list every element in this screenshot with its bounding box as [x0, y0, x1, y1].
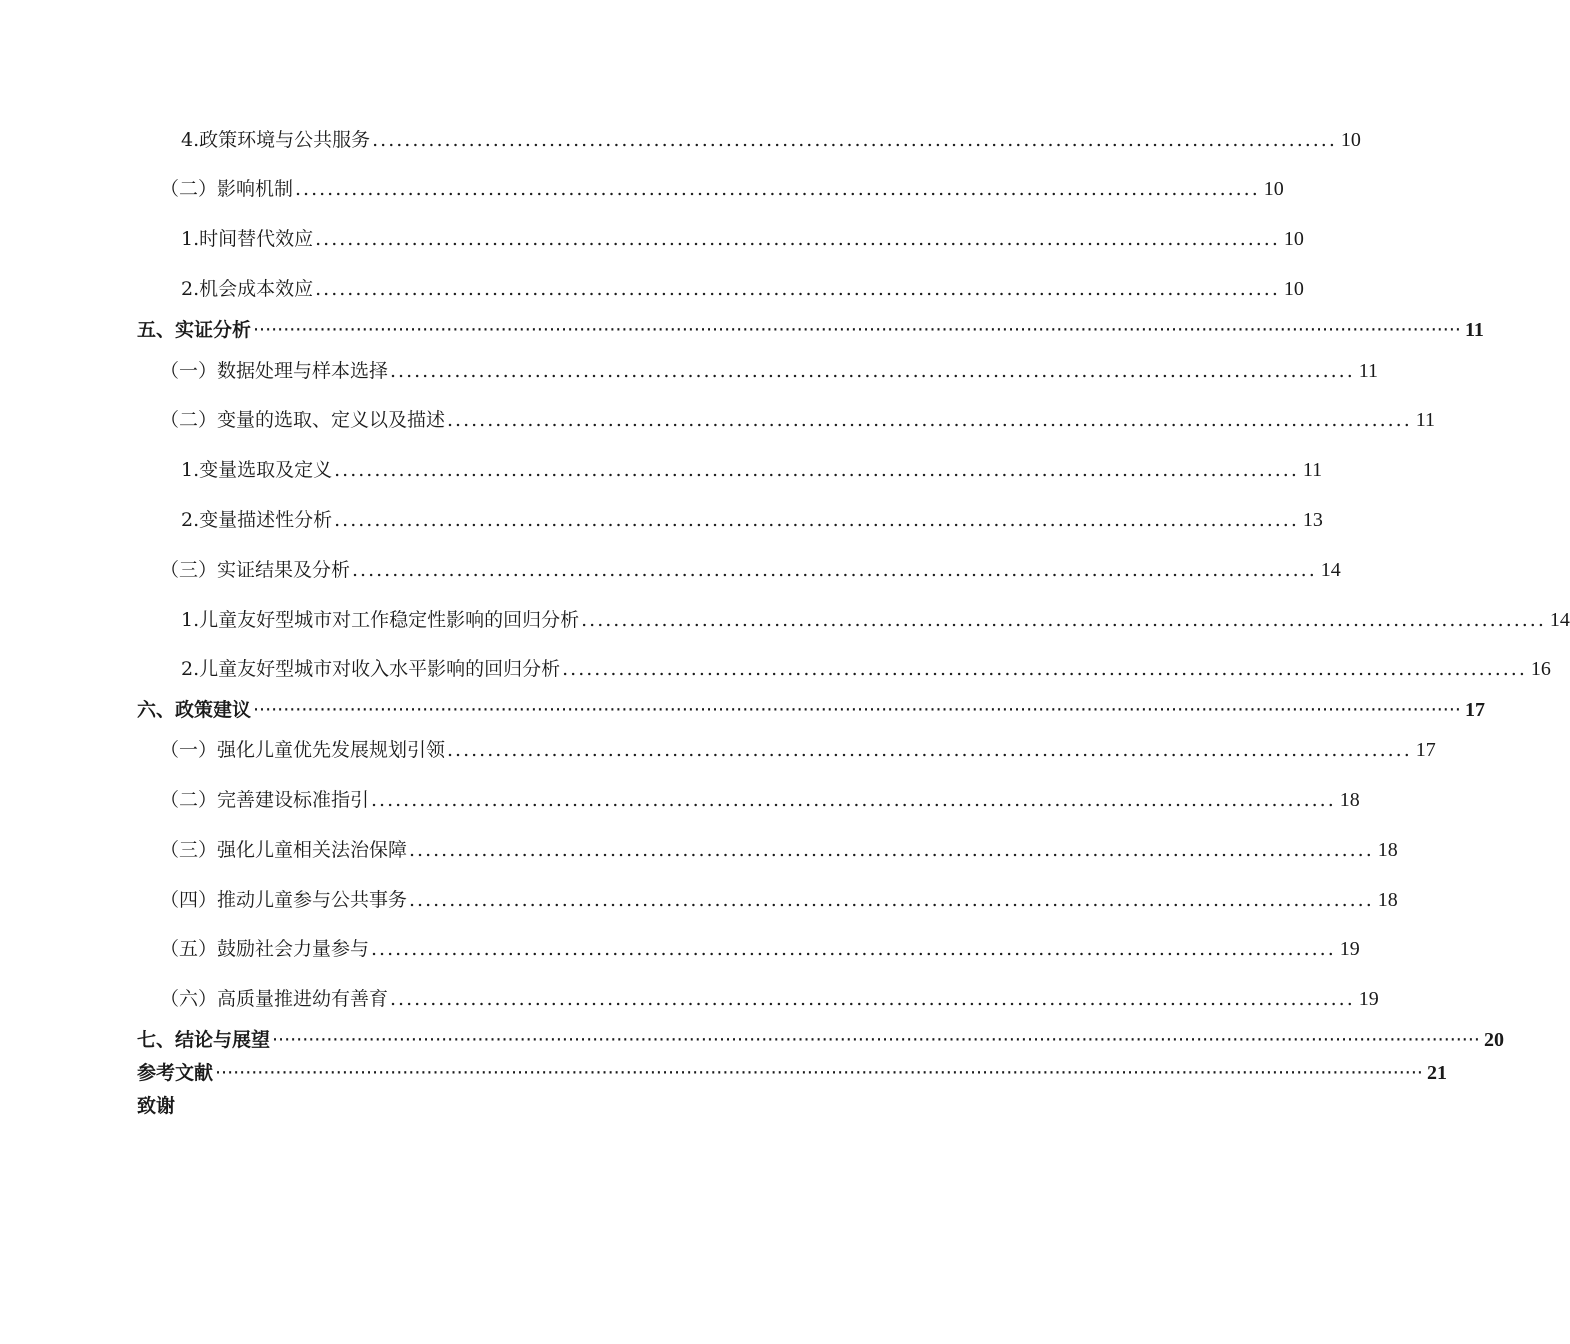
- toc-page-number: 11: [1415, 409, 1436, 431]
- toc-page-number: 10: [1263, 178, 1284, 200]
- toc-entry[interactable]: [181, 226, 1304, 252]
- toc-entry[interactable]: [160, 407, 1436, 433]
- toc-entry-label: （三）实证结果及分析: [160, 559, 351, 581]
- toc-leader: ........................................................................................................................: [581, 609, 1546, 631]
- toc-entry-label: （四）推动儿童参与公共事务: [160, 889, 408, 911]
- toc-page-number: 19: [1339, 938, 1360, 960]
- toc-entry[interactable]: [181, 507, 1323, 533]
- toc-entry[interactable]: [181, 656, 1551, 682]
- toc-leader: ........................................................................................................................: [352, 559, 1317, 581]
- toc-entry[interactable]: [160, 358, 1379, 384]
- toc-page-number: 21: [1426, 1062, 1447, 1084]
- toc-page-number: 17: [1415, 739, 1436, 761]
- toc-leader: ········································································································································································································: [215, 1062, 1423, 1084]
- toc-leader: ........................................................................................................................: [295, 178, 1260, 200]
- toc-page-number: 13: [1302, 509, 1323, 531]
- toc-chapter-entry[interactable]: [137, 1061, 1447, 1085]
- toc-leader: ........................................................................................................................: [371, 789, 1336, 811]
- toc-chapter-label: 六、政策建议: [137, 699, 252, 721]
- toc-entry-label: 1.儿童友好型城市对工作稳定性影响的回归分析: [181, 609, 580, 631]
- toc-entry[interactable]: [160, 837, 1398, 863]
- toc-entry-label: 1.时间替代效应: [181, 228, 314, 250]
- toc-entry[interactable]: [181, 276, 1304, 302]
- toc-page-number: 11: [1464, 319, 1484, 341]
- toc-entry[interactable]: [181, 457, 1323, 483]
- toc-entry-label: 2.儿童友好型城市对收入水平影响的回归分析: [181, 658, 561, 680]
- toc-chapter-label: 五、实证分析: [137, 319, 252, 341]
- toc-leader: ........................................................................................................................: [315, 228, 1280, 250]
- toc-entry-label: （二）影响机制: [160, 178, 294, 200]
- toc-entry[interactable]: [160, 936, 1360, 962]
- toc-entry-label: （一）强化儿童优先发展规划引领: [160, 739, 446, 761]
- toc-page-number: 11: [1358, 360, 1379, 382]
- toc-entry[interactable]: [160, 986, 1379, 1012]
- toc-entry[interactable]: [160, 557, 1341, 583]
- toc-leader: ········································································································································································································: [272, 1029, 1480, 1051]
- toc-page-number: 17: [1464, 699, 1485, 721]
- toc-leader: ........................................................................................................................: [409, 839, 1374, 861]
- toc-leader: ........................................................................................................................: [334, 459, 1299, 481]
- toc-page-number: 11: [1302, 459, 1323, 481]
- toc-entry[interactable]: [160, 787, 1360, 813]
- toc-entry[interactable]: [181, 127, 1361, 153]
- toc-entry-label: （二）完善建设标准指引: [160, 789, 370, 811]
- toc-entry-label: （三）强化儿童相关法治保障: [160, 839, 408, 861]
- toc-page-number: 14: [1549, 609, 1570, 631]
- toc-entry-label: （六）高质量推进幼有善育: [160, 988, 389, 1010]
- toc-chapter-label: 致谢: [137, 1095, 176, 1117]
- toc-page-number: 14: [1320, 559, 1341, 581]
- toc-chapter-entry[interactable]: [137, 698, 1485, 722]
- toc-entry-label: 1.变量选取及定义: [181, 459, 333, 481]
- toc-leader: ........................................................................................................................: [447, 409, 1412, 431]
- toc-leader: ········································································································································································································: [253, 319, 1461, 341]
- toc-chapter-label: 参考文献: [137, 1062, 214, 1084]
- toc-leader: ........................................................................................................................: [562, 658, 1527, 680]
- toc-chapter-entry[interactable]: [137, 1094, 175, 1118]
- toc-page-number: 10: [1283, 278, 1304, 300]
- toc-leader: ........................................................................................................................: [409, 889, 1374, 911]
- toc-entry[interactable]: [160, 887, 1398, 913]
- toc-entry-label: （一）数据处理与样本选择: [160, 360, 389, 382]
- toc-leader: ........................................................................................................................: [447, 739, 1412, 761]
- toc-page-number: 18: [1339, 789, 1360, 811]
- toc-page-number: 16: [1530, 658, 1551, 680]
- toc-entry-label: 2.变量描述性分析: [181, 509, 333, 531]
- toc-page-number: 18: [1377, 839, 1398, 861]
- toc-entry-label: 4.政策环境与公共服务: [181, 129, 371, 151]
- toc-entry-label: （五）鼓励社会力量参与: [160, 938, 370, 960]
- toc-entry[interactable]: [160, 737, 1436, 763]
- toc-page-number: 20: [1483, 1029, 1504, 1051]
- toc-leader: ........................................................................................................................: [390, 988, 1355, 1010]
- toc-leader: ········································································································································································································: [253, 699, 1461, 721]
- toc-chapter-entry[interactable]: [137, 318, 1484, 342]
- toc-entry[interactable]: [181, 607, 1570, 633]
- toc-page-number: 18: [1377, 889, 1398, 911]
- toc-leader: ........................................................................................................................: [372, 129, 1337, 151]
- toc-chapter-label: 七、结论与展望: [137, 1029, 271, 1051]
- toc-entry[interactable]: [160, 176, 1284, 202]
- toc-leader: ........................................................................................................................: [390, 360, 1355, 382]
- toc-page-number: 10: [1340, 129, 1361, 151]
- toc-chapter-entry[interactable]: [137, 1028, 1504, 1052]
- toc-leader: ........................................................................................................................: [334, 509, 1299, 531]
- toc-entry-label: 2.机会成本效应: [181, 278, 314, 300]
- toc-leader: ........................................................................................................................: [371, 938, 1336, 960]
- toc-page-number: 10: [1283, 228, 1304, 250]
- toc-entry-label: （二）变量的选取、定义以及描述: [160, 409, 446, 431]
- toc-leader: ........................................................................................................................: [315, 278, 1280, 300]
- toc-page-number: 19: [1358, 988, 1379, 1010]
